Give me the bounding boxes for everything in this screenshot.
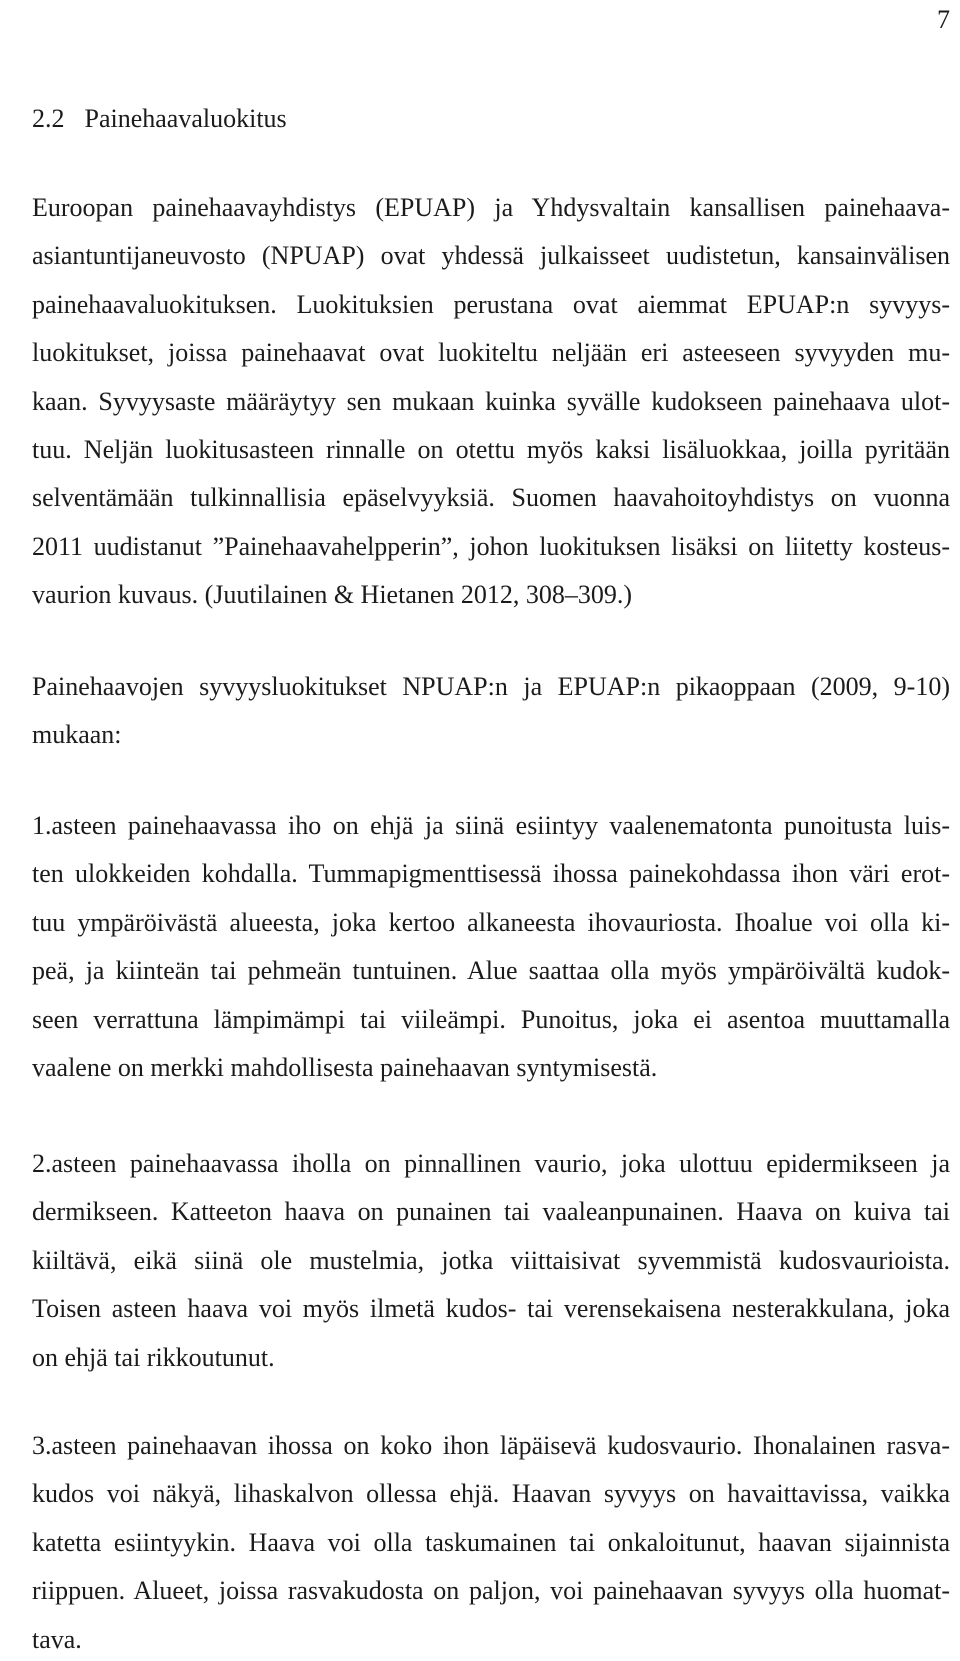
paragraph-3 bbox=[32, 806, 950, 1088]
paragraph-line: asiantuntijaneuvosto (NPUAP) ovat yhdessä julkaisseet uudistetun, kansainvälisen bbox=[32, 241, 950, 271]
paragraph-line: mukaan: bbox=[32, 720, 122, 750]
paragraph-line: tuu. Neljän luokitusasteen rinnalle on otettu myös kaksi lisäluokkaa, joilla pyritään bbox=[32, 434, 950, 464]
paragraph-line: 2011 uudistanut ”Painehaavahelpperin”, johon luokituksen lisäksi on liitetty kosteus- bbox=[32, 531, 950, 561]
paragraph-line: Euroopan painehaavayhdistys (EPUAP) ja Yhdysvaltain kansallisen painehaava- bbox=[32, 193, 950, 222]
paragraph-line: painehaavaluokituksen. Luokituksien perustana ovat aiemmat EPUAP:n syvyys- bbox=[32, 289, 950, 319]
paragraph-line: 1.asteen painehaavassa iho on ehjä ja siinä esiintyy vaalenematonta punoitusta luis- bbox=[32, 811, 950, 840]
paragraph-line: vaalene on merkki mahdollisesta painehaavan syntymisestä. bbox=[32, 1052, 658, 1082]
paragraph-line: kiiltävä, eikä siinä ole mustelmia, jotka viittaisivat syvemmistä kudosvaurioista. bbox=[32, 1245, 950, 1275]
section-title: Painehaavaluokitus bbox=[84, 104, 287, 133]
paragraph-line: on ehjä tai rikkoutunut. bbox=[32, 1342, 275, 1372]
paragraph-line: riippuen. Alueet, joissa rasvakudosta on paljon, voi painehaavan syvyys olla huomat- bbox=[32, 1576, 950, 1606]
paragraph-line: 3.asteen painehaavan ihossa on koko ihon läpäisevä kudosvaurio. Ihonalainen rasva- bbox=[32, 1431, 950, 1460]
paragraph-line: peä, ja kiinteän tai pehmeän tuntuinen. Alue saattaa olla myös ympäröivältä kudok- bbox=[32, 956, 950, 986]
paragraph-line: luokitukset, joissa painehaavat ovat luokiteltu neljään eri asteeseen syvyyden mu- bbox=[32, 338, 950, 368]
paragraph-line: selventämään tulkinnallisia epäselvyyksiä. Suomen haavahoitoyhdistys on vuonna bbox=[32, 483, 950, 513]
paragraph-line: vaurion kuvaus. (Juutilainen & Hietanen 2012, 308–309.) bbox=[32, 580, 633, 610]
paragraph-4 bbox=[32, 1144, 950, 1378]
paragraph-line: ten ulokkeiden kohdalla. Tummapigmenttisessä ihossa painekohdassa ihon väri erot- bbox=[32, 859, 950, 889]
paragraph-1 bbox=[32, 188, 950, 615]
paragraph-line: Painehaavojen syvyysluokitukset NPUAP:n ja EPUAP:n pikaoppaan (2009, 9-10) bbox=[32, 672, 950, 701]
paragraph-2 bbox=[32, 667, 950, 755]
paragraph-line: tava. bbox=[32, 1624, 82, 1654]
paragraph-line: kaan. Syvyysaste määräytyy sen mukaan kuinka syvälle kudokseen painehaava ulot- bbox=[32, 386, 950, 416]
paragraph-line: dermikseen. Katteeton haava on punainen tai vaaleanpunainen. Haava on kuiva tai bbox=[32, 1197, 950, 1227]
paragraph-line: kudos voi näkyä, lihaskalvon ollessa ehjä. Haavan syvyys on havaittavissa, vaikka bbox=[32, 1479, 950, 1509]
paragraph-line: seen verrattuna lämpimämpi tai viileämpi. Punoitus, joka ei asentoa muuttamalla bbox=[32, 1004, 950, 1034]
paragraph-line: Toisen asteen haava voi myös ilmetä kudos- tai verensekaisena nesterakkulana, joka bbox=[32, 1294, 950, 1324]
paragraph-line: tuu ympäröivästä alueesta, joka kertoo alkaneesta ihovauriosta. Ihoalue voi olla ki- bbox=[32, 907, 950, 937]
page-number: 7 bbox=[937, 5, 950, 34]
paragraph-line: 2.asteen painehaavassa iholla on pinnallinen vaurio, joka ulottuu epidermikseen ja bbox=[32, 1149, 950, 1178]
section-heading bbox=[32, 99, 287, 139]
section-number: 2.2 bbox=[32, 104, 65, 133]
paragraph-5 bbox=[32, 1426, 950, 1660]
paragraph-line: katetta esiintyykin. Haava voi olla taskumainen tai onkaloitunut, haavan sijainnista bbox=[32, 1527, 950, 1557]
